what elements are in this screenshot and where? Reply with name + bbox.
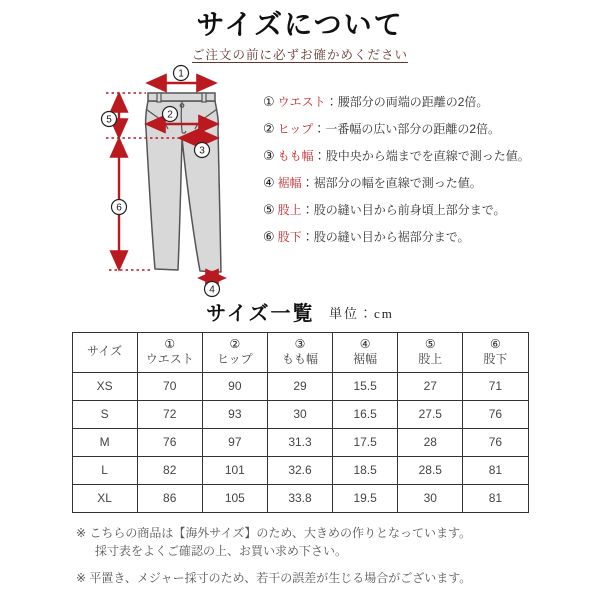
value-cell: 71 <box>463 372 528 400</box>
value-cell: 30 <box>267 400 332 428</box>
legend-label: もも幅 <box>277 148 314 163</box>
legend-desc: 股の縫い目から裾部分まで。 <box>313 229 470 244</box>
legend-num: ④ <box>263 174 275 190</box>
size-list-title: サイズ一覧 <box>206 302 315 325</box>
size-cell: XL <box>72 484 137 512</box>
size-cell: L <box>72 456 137 484</box>
pants-measurement-diagram <box>90 63 245 298</box>
legend-desc: 裾部分の幅を直線で測った値。 <box>313 175 482 190</box>
footer-notes <box>76 524 600 588</box>
note-oversea-size: ※ こちらの商品は【海外サイズ】のため、大きめの作りとなっています。 <box>76 525 471 540</box>
value-cell: 76 <box>463 400 528 428</box>
size-cell: M <box>72 428 137 456</box>
col-header-size: サイズ <box>72 332 137 372</box>
value-cell: 33.8 <box>267 484 332 512</box>
legend-item-rise: ⑤ 股上：股の縫い目から前身頃上部分まで。 <box>263 201 506 217</box>
value-cell: 31.3 <box>267 428 332 456</box>
value-cell: 29 <box>267 372 332 400</box>
legend-label: 股下 <box>277 229 302 244</box>
legend-desc: 一番幅の広い部分の距離の2倍。 <box>325 121 500 136</box>
legend-num: ② <box>263 120 275 136</box>
unit-label: 単位：cm <box>328 305 394 321</box>
legend-item-hip: ② ヒップ：一番幅の広い部分の距離の2倍。 <box>263 120 500 136</box>
table-row-s <box>72 400 528 428</box>
value-cell: 28 <box>398 428 463 456</box>
value-cell: 101 <box>202 456 267 484</box>
page-title: サイズについて <box>196 9 404 40</box>
mark-6: 6 <box>116 202 122 214</box>
value-cell: 28.5 <box>398 456 463 484</box>
legend-label: ヒップ <box>277 121 314 136</box>
legend-desc: 腰部分の両端の距離の2倍。 <box>337 94 489 109</box>
legend-label: 裾幅 <box>277 175 302 190</box>
legend-item-waist: ① ウエスト：腰部分の両端の距離の2倍。 <box>263 93 489 109</box>
value-cell: 86 <box>137 484 202 512</box>
value-cell: 90 <box>202 372 267 400</box>
measurement-legend <box>263 95 592 257</box>
value-cell: 97 <box>202 428 267 456</box>
size-table <box>72 332 529 513</box>
table-row-xs <box>72 372 528 400</box>
table-row-m <box>72 428 528 456</box>
value-cell: 93 <box>202 400 267 428</box>
note-measure-error: ※ 平置き、メジャー採寸のため、若干の誤差が生じる場合がございます。 <box>76 570 472 585</box>
value-cell: 81 <box>463 456 528 484</box>
value-cell: 16.5 <box>333 400 398 428</box>
mark-3: 3 <box>199 145 205 157</box>
value-cell: 18.5 <box>333 456 398 484</box>
legend-item-hem: ④ 裾幅：裾部分の幅を直線で測った値。 <box>263 174 482 190</box>
col-header-rise: ⑤ 股上 <box>398 332 463 372</box>
col-header-hem: ④ 裾幅 <box>333 332 398 372</box>
order-caution-text: ご注文の前に必ずお確かめください <box>191 47 408 62</box>
col-header-hip: ② ヒップ <box>202 332 267 372</box>
value-cell: 72 <box>137 400 202 428</box>
page-header <box>0 0 600 63</box>
legend-label: 股上 <box>277 202 302 217</box>
pants-outline-drawing <box>146 93 221 272</box>
table-row-xl <box>72 484 528 512</box>
value-cell: 32.6 <box>267 456 332 484</box>
size-cell: XS <box>72 372 137 400</box>
size-cell: S <box>72 400 137 428</box>
legend-num: ⑥ <box>263 228 275 244</box>
measurement-section <box>0 63 600 297</box>
mark-4: 4 <box>209 284 215 296</box>
size-table-header-row <box>72 332 528 372</box>
size-list-heading <box>0 300 600 328</box>
col-header-inseam: ⑥ 股下 <box>463 332 528 372</box>
legend-desc: 股中央から端までを直線で測った値。 <box>325 148 530 163</box>
legend-desc: 股の縫い目から前身頃上部分まで。 <box>313 202 506 217</box>
legend-num: ③ <box>263 147 275 163</box>
value-cell: 82 <box>137 456 202 484</box>
col-header-thigh: ③ もも幅 <box>267 332 332 372</box>
value-cell: 105 <box>202 484 267 512</box>
value-cell: 19.5 <box>333 484 398 512</box>
note-check-chart: 採寸表をよくご確認の上、お買い求め下さい。 <box>95 544 348 559</box>
value-cell: 17.5 <box>333 428 398 456</box>
value-cell: 76 <box>137 428 202 456</box>
value-cell: 76 <box>463 428 528 456</box>
legend-label: ウエスト <box>277 94 326 109</box>
value-cell: 27.5 <box>398 400 463 428</box>
col-header-waist: ① ウエスト <box>137 332 202 372</box>
value-cell: 15.5 <box>333 372 398 400</box>
table-row-l <box>72 456 528 484</box>
mark-1: 1 <box>178 68 184 80</box>
mark-5: 5 <box>106 114 112 126</box>
value-cell: 27 <box>398 372 463 400</box>
legend-item-inseam: ⑥ 股下：股の縫い目から裾部分まで。 <box>263 228 470 244</box>
legend-num: ⑤ <box>263 201 275 217</box>
value-cell: 70 <box>137 372 202 400</box>
legend-num: ① <box>263 93 275 109</box>
mark-2: 2 <box>167 109 173 121</box>
value-cell: 30 <box>398 484 463 512</box>
legend-item-thigh: ③ もも幅：股中央から端までを直線で測った値。 <box>263 147 530 163</box>
value-cell: 81 <box>463 484 528 512</box>
